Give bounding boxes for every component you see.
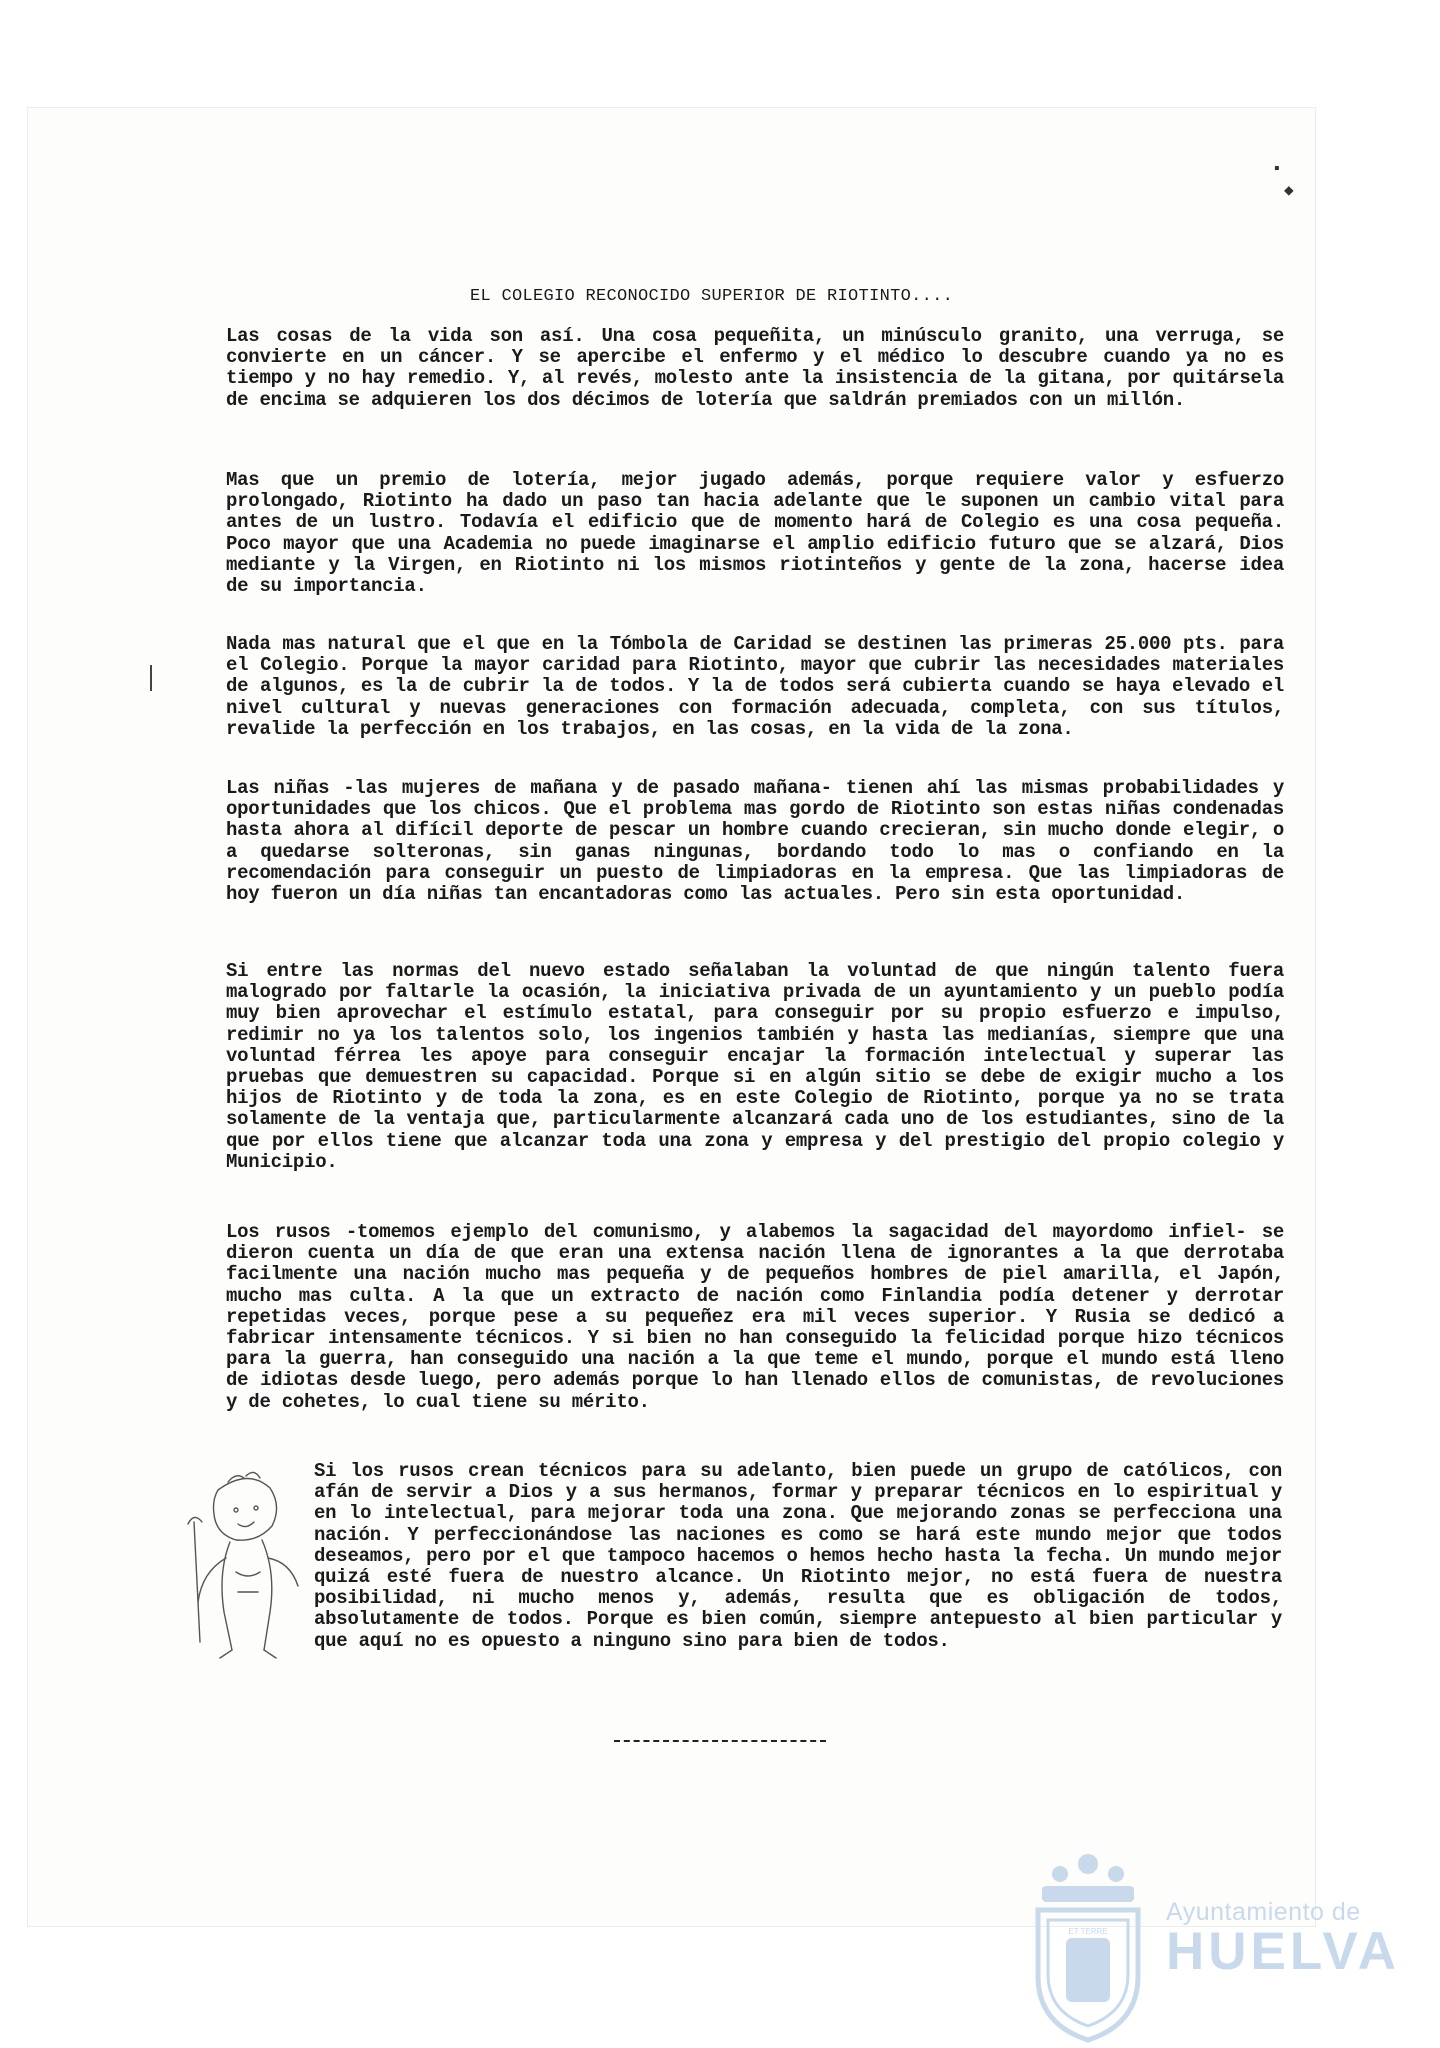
paragraph-3: Nada mas natural que el que en la Tómbola de Caridad se destinen las primeras 25.000 pts. para el Colegio. Porque la mayor caridad para Riotinto, mayor que cubrir las necesidades materiales de algunos, es la de cubrir la de todos. Y la de todos será cubierta cuando se haya elevado el nivel cultural y nuevas generaciones con formación adecuada, completa, con sus títulos, revalide la perfección en los trabajos, en las cosas, en la vida de la zona. — [226, 633, 1284, 740]
paragraph-7: Si los rusos crean técnicos para su adelanto, bien puede un grupo de católicos, con afán de servir a Dios y a sus hermanos, formar y preparar técnicos en lo espiritual y en lo intelectual, para mejorar toda una zona. Que mejorando zonas se perfecciona una nación. Y perfeccionándose las naciones es como se hará este mundo mejor que todos deseamos, pero por el que tampoco hacemos o hemos hecho hasta la fecha. Un mundo mejor quizá esté fuera de nuestro alcance. Un Riotinto mejor, no está fuera de nuestra posibilidad, ni mucho menos y, además, resulta que es obligación de todos, absolutamente de todos. Porque es bien común, siempre antepuesto al bien particular y que aquí no es opuesto a ninguno sino para bien de todos. — [314, 1460, 1282, 1652]
margin-dot: ▪ — [1272, 160, 1282, 178]
watermark-name — [1166, 1898, 1406, 1982]
paragraph-4: Las niñas -las mujeres de mañana y de pasado mañana- tienen ahí las mismas probabilidades y oportunidades que los chicos. Que el problema mas gordo de Riotinto son estas niñas condenadas hasta ahora al difícil deporte de pescar un hombre cuando crecieran, sin mucho donde elegir, o a quedarse solteronas, sin ganas ningunas, bordando todo lo mas o confiando en la recomendación para conseguir un puesto de limpiadoras en la empresa. Que las limpiadoras de hoy fueron un día niñas tan encantadoras como las actuales. Pero sin esta oportunidad. — [226, 777, 1284, 906]
watermark-line-2: HUELVA — [1166, 1922, 1401, 1981]
paragraph-1: Las cosas de la vida son así. Una cosa pequeñita, un minúsculo granito, una verruga, se convierte en un cáncer. Y se apercibe el enfermo y el médico lo descubre cuando ya no es tiempo y no hay remedio. Y, al revés, molesto ante la insistencia de la gitana, por quitársela de encima se adquieren los dos décimos de lotería que saldrán premiados con un millón. — [226, 325, 1284, 411]
margin-line — [150, 665, 152, 691]
watermark-line-1: Ayuntamiento de — [1166, 1898, 1361, 1926]
seal-motto: ET TERRE — [1068, 1927, 1108, 1936]
margin-dot: ◆ — [1284, 182, 1294, 200]
document-title: EL COLEGIO RECONOCIDO SUPERIOR DE RIOTINTO.... — [470, 287, 954, 306]
child-figure-icon — [178, 1462, 308, 1662]
closing-rule — [614, 1740, 826, 1742]
coat-of-arms-icon — [1024, 1846, 1152, 2046]
paragraph-2: Mas que un premio de lotería, mejor jugado además, porque requiere valor y esfuerzo prolongado, Riotinto ha dado un paso tan hacia adelante que le suponen un cambio vital para antes de un lustro. Todavía el edificio que de momento hará de Colegio es una cosa pequeña. Poco mayor que una Academia no puede imaginarse el amplio edificio futuro que se alzará, Dios mediante y la Virgen, en Riotinto ni los mismos riotinteños y gente de la zona, hacerse idea de su importancia. — [226, 469, 1284, 598]
paragraph-5: Si entre las normas del nuevo estado señalaban la voluntad de que ningún talento fuera malogrado por faltarle la ocasión, la iniciativa privada de un ayuntamiento y un pueblo podía muy bien aprovechar el estímulo estatal, para conseguir por su propio esfuerzo e impulso, redimir no ya los talentos solo, los ingenios también y hasta las medianías, siempre que una voluntad férrea les apoye para conseguir encajar la formación intelectual y superar las pruebas que demuestren su capacidad. Porque si en algún sitio se debe de exigir mucho a los hijos de Riotinto y de toda la zona, es en este Colegio de Riotinto, porque ya no se trata solamente de la ventaja que, particularmente alcanzará cada uno de los estudiantes, sino de la que por ellos tiene que alcanzar toda una zona y empresa y del prestigio del propio colegio y Municipio. — [226, 960, 1284, 1173]
paragraph-6: Los rusos -tomemos ejemplo del comunismo, y alabemos la sagacidad del mayordomo infiel- se dieron cuenta un día de que eran una extensa nación llena de ignorantes a la que derrotaba facilmente una nación mucho mas pequeña y de pequeños hombres de piel amarilla, el Japón, mucho mas culta. A la que un extracto de nación como Finlandia podía detener y derrotar repetidas veces, porque pese a su pequeñez era mil veces superior. Y Rusia se dedicó a fabricar intensamente técnicos. Y si bien no han conseguido la felicidad porque hizo técnicos para la guerra, han conseguido una nación a la que teme el mundo, porque el mundo está lleno de idiotas desde luego, pero además porque lo han llenado ellos de comunistas, de revoluciones y de cohetes, lo cual tiene su mérito. — [226, 1221, 1284, 1413]
